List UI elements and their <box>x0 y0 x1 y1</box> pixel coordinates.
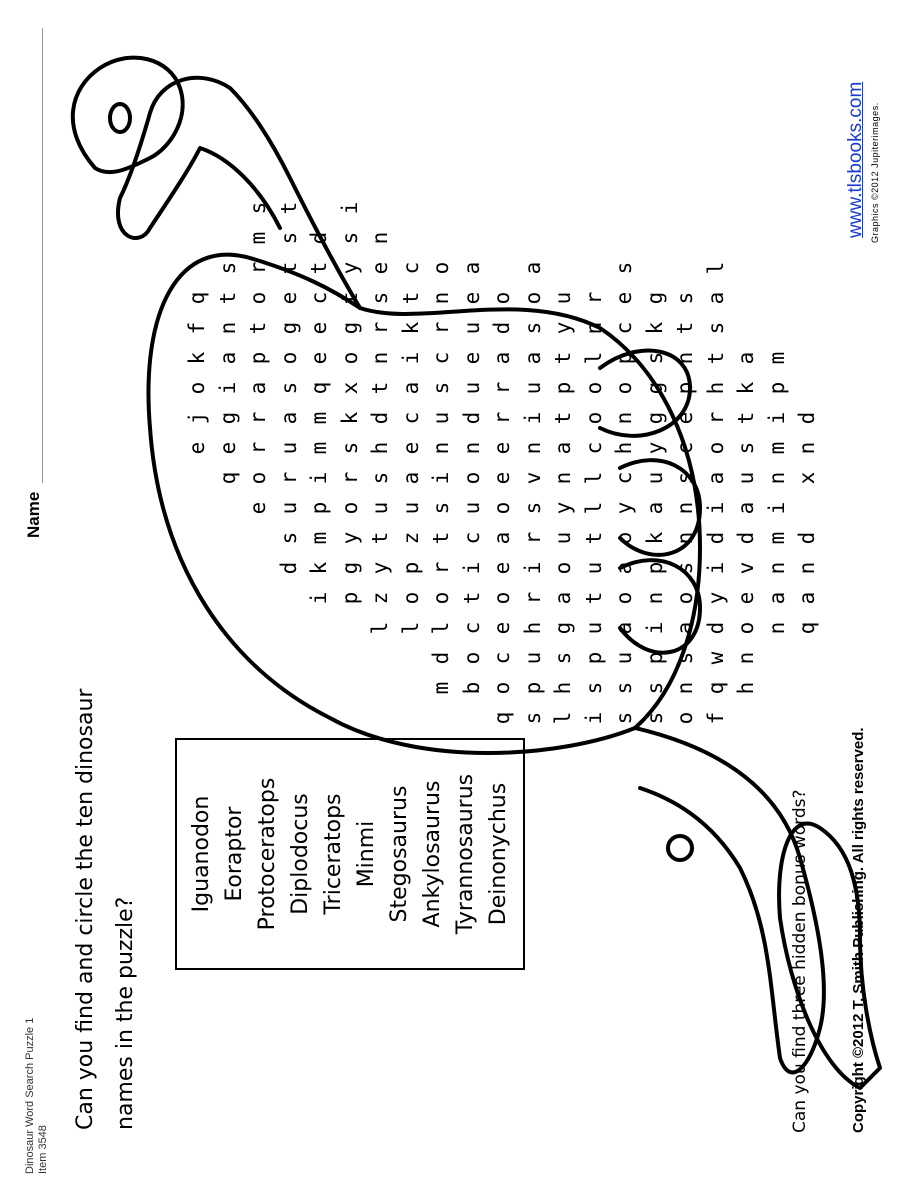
grid-letter[interactable]: u <box>734 471 758 485</box>
grid-letter[interactable]: n <box>673 501 697 515</box>
grid-letter[interactable]: g <box>642 381 667 395</box>
grid-letter[interactable]: i <box>703 561 728 575</box>
grid-letter[interactable]: r <box>490 411 514 425</box>
grid-letter[interactable]: r <box>429 321 453 335</box>
grid-letter[interactable]: c <box>307 291 331 305</box>
grid-letter[interactable]: e <box>734 591 758 605</box>
word-list-item: Minmi <box>354 820 379 888</box>
grid-letter[interactable]: d <box>795 411 819 425</box>
grid-letter[interactable]: o <box>673 711 697 725</box>
grid-letter[interactable]: e <box>276 291 301 305</box>
grid-letter[interactable]: i <box>764 411 789 425</box>
grid-letter[interactable]: s <box>642 681 667 695</box>
grid-letter[interactable]: a <box>246 381 270 395</box>
bonus-question: Can you find three hidden bonus words? <box>790 789 810 1133</box>
grid-letter[interactable]: g <box>276 321 301 335</box>
grid-letter[interactable]: e <box>490 561 514 575</box>
grid-letter[interactable]: a <box>612 621 636 635</box>
grid-letter[interactable]: c <box>429 351 453 365</box>
grid-letter[interactable]: s <box>337 231 362 245</box>
grid-letter[interactable]: a <box>703 471 728 485</box>
grid-letter[interactable]: a <box>398 471 423 485</box>
grid-letter[interactable]: c <box>398 261 423 275</box>
grid-letter[interactable]: g <box>551 621 575 635</box>
grid-letter[interactable]: a <box>673 621 697 635</box>
grid-letter[interactable]: a <box>551 441 575 455</box>
grid-letter[interactable]: u <box>581 621 606 635</box>
grid-letter[interactable]: v <box>734 561 758 575</box>
grid-letter[interactable]: a <box>703 291 728 305</box>
grid-letter[interactable]: u <box>520 651 545 665</box>
grid-letter[interactable]: s <box>276 381 301 395</box>
grid-letter[interactable]: s <box>368 291 392 305</box>
grid-letter[interactable]: n <box>581 321 606 335</box>
word-list-item: Stegosaurus <box>387 785 412 923</box>
name-field[interactable] <box>8 18 48 538</box>
grid-letter[interactable]: p <box>581 651 606 665</box>
grid-letter[interactable]: a <box>459 261 484 275</box>
grid-letter[interactable]: s <box>276 531 301 545</box>
grid-letter[interactable]: c <box>673 441 697 455</box>
grid-letter[interactable]: n <box>764 561 789 575</box>
grid-letter[interactable]: o <box>429 261 453 275</box>
grid-letter[interactable]: n <box>368 231 392 245</box>
grid-letter[interactable]: n <box>520 441 545 455</box>
grid-letter[interactable]: q <box>215 471 240 485</box>
instructions-line-2: names in the puzzle? <box>113 896 138 1130</box>
grid-letter[interactable]: w <box>703 651 728 665</box>
grid-letter[interactable]: r <box>703 411 728 425</box>
name-label: Name <box>24 491 43 538</box>
grid-letter[interactable]: n <box>673 351 697 365</box>
grid-letter[interactable]: i <box>520 411 545 425</box>
grid-letter[interactable]: s <box>246 201 270 215</box>
grid-letter[interactable]: c <box>612 471 636 485</box>
grid-letter[interactable]: q <box>703 681 728 695</box>
grid-letter[interactable]: k <box>307 561 331 575</box>
grid-letter[interactable]: p <box>673 381 697 395</box>
grid-letter[interactable]: o <box>734 621 758 635</box>
grid-letter[interactable]: o <box>276 351 301 365</box>
grid-letter[interactable]: m <box>246 231 270 245</box>
word-list-item: Ankylosaurus <box>420 780 445 928</box>
grid-letter[interactable]: l <box>398 621 423 635</box>
grid-letter[interactable]: i <box>581 711 606 725</box>
grid-letter[interactable]: o <box>612 531 636 545</box>
grid-letter[interactable]: o <box>581 411 606 425</box>
grid-letter[interactable]: o <box>429 591 453 605</box>
dinosaur-eye <box>110 104 130 132</box>
grid-letter[interactable]: i <box>642 621 667 635</box>
grid-letter[interactable]: r <box>429 561 453 575</box>
grid-letter[interactable]: r <box>368 321 392 335</box>
grid-letter[interactable]: a <box>551 591 575 605</box>
grid-letter[interactable]: p <box>398 561 423 575</box>
grid-letter[interactable]: m <box>764 531 789 545</box>
grid-letter[interactable]: r <box>246 261 270 275</box>
grid-letter[interactable]: s <box>612 261 636 275</box>
grid-letter[interactable]: r <box>246 441 270 455</box>
grid-letter[interactable]: l <box>581 501 606 515</box>
grid-letter[interactable]: u <box>368 501 392 515</box>
grid-letter[interactable]: y <box>551 321 575 335</box>
grid-letter[interactable]: e <box>307 321 331 335</box>
grid-letter[interactable]: c <box>459 531 484 545</box>
grid-letter[interactable]: t <box>429 531 453 545</box>
grid-letter[interactable]: a <box>215 351 240 365</box>
grid-letter[interactable]: s <box>520 501 545 515</box>
grid-letter[interactable]: g <box>642 291 667 305</box>
grid-letter[interactable]: o <box>459 471 484 485</box>
grid-letter[interactable]: s <box>276 231 301 245</box>
grid-letter[interactable]: b <box>459 681 484 695</box>
grid-letter[interactable]: p <box>307 501 331 515</box>
grid-letter[interactable]: d <box>734 531 758 545</box>
grid-letter[interactable]: n <box>734 651 758 665</box>
grid-letter[interactable]: n <box>612 411 636 425</box>
grid-letter[interactable]: a <box>276 411 301 425</box>
grid-letter[interactable]: o <box>612 591 636 605</box>
grid-letter[interactable]: e <box>459 351 484 365</box>
grid-letter[interactable]: y <box>337 531 362 545</box>
grid-letter[interactable]: t <box>276 261 301 275</box>
grid-letter[interactable]: o <box>703 441 728 455</box>
grid-letter[interactable]: u <box>398 501 423 515</box>
grid-letter[interactable]: i <box>520 561 545 575</box>
grid-letter[interactable]: h <box>368 441 392 455</box>
grid-letter[interactable]: y <box>642 441 667 455</box>
grid-letter[interactable]: t <box>551 351 575 365</box>
word-list-item: Eoraptor <box>222 806 247 902</box>
grid-letter[interactable]: s <box>368 471 392 485</box>
grid-letter[interactable]: h <box>703 381 728 395</box>
grid-letter[interactable]: u <box>642 471 667 485</box>
grid-letter[interactable]: u <box>459 381 484 395</box>
grid-letter[interactable]: s <box>429 501 453 515</box>
grid-letter[interactable]: g <box>337 561 362 575</box>
grid-letter[interactable]: v <box>520 471 545 485</box>
grid-letter[interactable]: u <box>276 501 301 515</box>
grid-letter[interactable]: t <box>276 201 301 215</box>
word-list-item: Diplodocus <box>288 793 313 915</box>
grid-letter[interactable]: j <box>185 411 209 425</box>
grid-letter[interactable]: r <box>246 411 270 425</box>
grid-letter[interactable]: r <box>520 531 545 545</box>
grid-letter[interactable]: o <box>673 591 697 605</box>
grid-letter[interactable]: o <box>185 381 209 395</box>
grid-letter[interactable]: p <box>612 351 636 365</box>
grid-letter[interactable]: d <box>490 321 514 335</box>
grid-letter[interactable]: t <box>734 411 758 425</box>
grid-letter[interactable]: o <box>490 681 514 695</box>
grid-letter[interactable]: q <box>795 621 819 635</box>
grid-letter[interactable]: o <box>490 291 514 305</box>
grid-letter[interactable]: u <box>612 651 636 665</box>
grid-letter[interactable]: l <box>581 471 606 485</box>
grid-letter[interactable]: r <box>337 471 362 485</box>
grid-letter[interactable]: u <box>276 441 301 455</box>
grid-letter[interactable]: u <box>459 321 484 335</box>
grid-letter[interactable]: x <box>337 381 362 395</box>
grid-letter[interactable]: i <box>703 501 728 515</box>
grid-letter[interactable]: s <box>642 351 667 365</box>
grid-letter[interactable]: l <box>551 711 575 725</box>
grid-letter[interactable]: s <box>520 711 545 725</box>
grid-letter[interactable]: t <box>246 321 270 335</box>
grid-letter[interactable]: p <box>520 681 545 695</box>
grid-letter[interactable]: o <box>551 561 575 575</box>
dinosaur-head <box>73 58 183 173</box>
grid-letter[interactable]: a <box>764 591 789 605</box>
grid-letter[interactable]: k <box>642 531 667 545</box>
grid-letter[interactable]: i <box>307 471 331 485</box>
grid-letter[interactable]: t <box>703 351 728 365</box>
grid-letter[interactable]: d <box>703 531 728 545</box>
grid-letter[interactable]: s <box>703 321 728 335</box>
word-list-item: Protoceratops <box>255 777 280 931</box>
instructions-line-1: Can you find and circle the ten dinosaur <box>73 688 98 1130</box>
grid-letter[interactable]: m <box>307 411 331 425</box>
grid-letter[interactable]: e <box>215 441 240 455</box>
grid-letter[interactable]: i <box>429 471 453 485</box>
grid-letter[interactable]: s <box>429 381 453 395</box>
grid-letter[interactable]: q <box>490 711 514 725</box>
grid-letter[interactable]: h <box>551 681 575 695</box>
grid-letter[interactable]: s <box>215 261 240 275</box>
grid-letter[interactable]: e <box>459 291 484 305</box>
grid-letter[interactable]: c <box>490 651 514 665</box>
grid-letter[interactable]: k <box>734 381 758 395</box>
graphics-credit: Graphics ©2012 Jupiterimages. <box>870 102 880 243</box>
grid-letter[interactable]: t <box>673 321 697 335</box>
grid-letter[interactable]: a <box>734 351 758 365</box>
grid-letter[interactable]: u <box>520 381 545 395</box>
grid-letter[interactable]: i <box>337 201 362 215</box>
grid-letter[interactable]: n <box>764 621 789 635</box>
grid-letter[interactable]: c <box>398 411 423 425</box>
grid-letter[interactable]: y <box>551 501 575 515</box>
grid-letter[interactable]: o <box>398 591 423 605</box>
grid-letter[interactable]: l <box>368 621 392 635</box>
grid-letter[interactable]: p <box>337 591 362 605</box>
grid-letter[interactable]: e <box>246 501 270 515</box>
grid-letter[interactable]: n <box>795 441 819 455</box>
grid-letter[interactable]: f <box>185 321 209 335</box>
grid-letter[interactable]: n <box>764 471 789 485</box>
grid-letter[interactable]: o <box>246 471 270 485</box>
grid-letter[interactable]: n <box>795 561 819 575</box>
grid-letter[interactable]: y <box>337 261 362 275</box>
grid-letter[interactable]: r <box>520 591 545 605</box>
grid-letter[interactable]: u <box>551 531 575 545</box>
item-number: Item 3548 <box>37 1125 49 1174</box>
word-list-item: Iguanodon <box>189 795 214 913</box>
grid-letter[interactable]: r <box>581 291 606 305</box>
grid-letter[interactable]: e <box>307 351 331 365</box>
grid-letter[interactable]: p <box>551 381 575 395</box>
grid-letter[interactable]: t <box>368 531 392 545</box>
grid-letter[interactable]: o <box>612 381 636 395</box>
grid-letter[interactable]: t <box>459 591 484 605</box>
grid-letter[interactable]: s <box>673 651 697 665</box>
grid-letter[interactable]: k <box>337 411 362 425</box>
grid-letter[interactable]: r <box>276 471 301 485</box>
grid-letter[interactable]: x <box>795 471 819 485</box>
grid-letter[interactable]: p <box>246 351 270 365</box>
grid-letter[interactable]: s <box>337 441 362 455</box>
item-title: Dinosaur Word Search Puzzle 1 <box>24 1017 36 1174</box>
grid-letter[interactable]: e <box>368 261 392 275</box>
grid-letter[interactable]: t <box>307 261 331 275</box>
grid-letter[interactable]: n <box>673 681 697 695</box>
grid-letter[interactable]: t <box>581 591 606 605</box>
grid-letter[interactable]: a <box>642 501 667 515</box>
small-dinosaur-eye <box>668 836 692 860</box>
grid-letter[interactable]: s <box>673 561 697 575</box>
grid-letter[interactable]: p <box>642 561 667 575</box>
grid-letter[interactable]: c <box>612 321 636 335</box>
grid-letter[interactable]: k <box>642 321 667 335</box>
grid-letter[interactable]: e <box>490 621 514 635</box>
grid-letter[interactable]: s <box>612 681 636 695</box>
grid-letter[interactable]: s <box>673 471 697 485</box>
grid-letter[interactable]: h <box>520 621 545 635</box>
grid-letter[interactable]: t <box>337 291 362 305</box>
grid-letter[interactable]: n <box>642 591 667 605</box>
grid-letter[interactable]: z <box>368 591 392 605</box>
grid-letter[interactable]: o <box>490 591 514 605</box>
grid-letter[interactable]: t <box>581 531 606 545</box>
grid-letter[interactable]: g <box>215 411 240 425</box>
grid-letter[interactable]: s <box>642 711 667 725</box>
grid-letter[interactable]: e <box>185 441 209 455</box>
grid-letter[interactable]: n <box>368 351 392 365</box>
grid-letter[interactable]: o <box>459 651 484 665</box>
grid-letter[interactable]: m <box>307 441 331 455</box>
grid-letter[interactable]: o <box>246 291 270 305</box>
grid-letter[interactable]: d <box>795 531 819 545</box>
grid-letter[interactable]: d <box>276 561 301 575</box>
grid-letter[interactable]: p <box>642 651 667 665</box>
grid-letter[interactable]: o <box>490 501 514 515</box>
grid-letter[interactable]: i <box>459 561 484 575</box>
grid-letter[interactable]: n <box>429 291 453 305</box>
grid-letter[interactable]: a <box>795 591 819 605</box>
grid-letter[interactable]: e <box>398 441 423 455</box>
grid-letter[interactable]: e <box>490 441 514 455</box>
grid-letter[interactable]: i <box>215 381 240 395</box>
grid-letter[interactable]: d <box>703 621 728 635</box>
grid-letter[interactable]: n <box>459 441 484 455</box>
grid-letter[interactable]: d <box>429 651 453 665</box>
grid-letter[interactable]: z <box>398 531 423 545</box>
grid-letter[interactable]: y <box>703 591 728 605</box>
grid-letter[interactable]: d <box>307 231 331 245</box>
grid-letter[interactable]: p <box>764 381 789 395</box>
grid-letter[interactable]: m <box>764 441 789 455</box>
grid-letter[interactable]: s <box>673 291 697 305</box>
grid-letter[interactable]: i <box>307 591 331 605</box>
grid-letter[interactable]: m <box>429 681 453 695</box>
word-list-item: Tyrannosaurus <box>453 773 478 935</box>
grid-letter[interactable]: m <box>307 531 331 545</box>
grid-letter[interactable]: d <box>368 411 392 425</box>
grid-letter[interactable]: a <box>612 561 636 575</box>
grid-letter[interactable]: f <box>703 711 728 725</box>
grid-letter[interactable]: y <box>612 501 636 515</box>
grid-letter[interactable]: n <box>673 531 697 545</box>
grid-letter[interactable]: a <box>520 351 545 365</box>
grid-letter[interactable]: y <box>368 561 392 575</box>
grid-letter[interactable]: e <box>612 291 636 305</box>
grid-letter[interactable]: s <box>734 441 758 455</box>
grid-letter[interactable]: n <box>215 321 240 335</box>
grid-letter[interactable]: d <box>459 411 484 425</box>
word-list-item: Triceratops <box>321 793 346 915</box>
grid-letter[interactable]: a <box>398 381 423 395</box>
grid-letter[interactable]: t <box>398 291 423 305</box>
grid-letter[interactable]: t <box>551 411 575 425</box>
grid-letter[interactable]: q <box>307 381 331 395</box>
grid-letter[interactable]: u <box>429 411 453 425</box>
grid-letter[interactable]: q <box>185 291 209 305</box>
grid-letter[interactable]: t <box>215 291 240 305</box>
grid-letter[interactable]: o <box>337 351 362 365</box>
grid-letter[interactable]: h <box>612 441 636 455</box>
grid-letter[interactable]: a <box>490 531 514 545</box>
grid-letter[interactable]: s <box>612 711 636 725</box>
grid-letter[interactable]: u <box>581 561 606 575</box>
grid-letter[interactable]: g <box>642 411 667 425</box>
grid-letter[interactable]: i <box>764 501 789 515</box>
grid-letter[interactable]: n <box>551 471 575 485</box>
grid-letter[interactable]: t <box>368 381 392 395</box>
grid-letter[interactable]: e <box>490 471 514 485</box>
word-list-box <box>175 738 525 970</box>
grid-letter[interactable]: i <box>398 351 423 365</box>
word-list-item: Deinonychus <box>486 782 511 926</box>
grid-letter[interactable]: l <box>581 351 606 365</box>
grid-letter[interactable]: o <box>581 381 606 395</box>
grid-letter[interactable]: l <box>429 621 453 635</box>
copyright-notice: Copyright ©2012 T. Smith Publishing. All rights reserved. <box>850 727 867 1133</box>
grid-letter[interactable]: a <box>490 351 514 365</box>
grid-letter[interactable]: m <box>764 351 789 365</box>
grid-letter[interactable]: n <box>429 441 453 455</box>
grid-letter[interactable]: e <box>673 411 697 425</box>
grid-letter[interactable]: s <box>581 681 606 695</box>
grid-letter[interactable]: u <box>551 291 575 305</box>
grid-letter[interactable]: s <box>520 321 545 335</box>
grid-letter[interactable]: u <box>459 501 484 515</box>
grid-letter[interactable]: c <box>459 621 484 635</box>
name-line[interactable] <box>42 28 43 483</box>
grid-letter[interactable]: a <box>520 261 545 275</box>
website-link[interactable]: www.tlsbooks.com <box>845 81 866 238</box>
grid-letter[interactable]: a <box>734 501 758 515</box>
grid-letter[interactable]: k <box>398 321 423 335</box>
grid-letter[interactable]: g <box>337 321 362 335</box>
grid-letter[interactable]: r <box>490 381 514 395</box>
grid-letter[interactable]: o <box>337 501 362 515</box>
grid-letter[interactable]: k <box>185 351 209 365</box>
grid-letter[interactable]: s <box>551 651 575 665</box>
grid-letter[interactable]: l <box>703 261 728 275</box>
grid-letter[interactable]: o <box>520 291 545 305</box>
grid-letter[interactable]: c <box>581 441 606 455</box>
grid-letter[interactable]: h <box>734 681 758 695</box>
